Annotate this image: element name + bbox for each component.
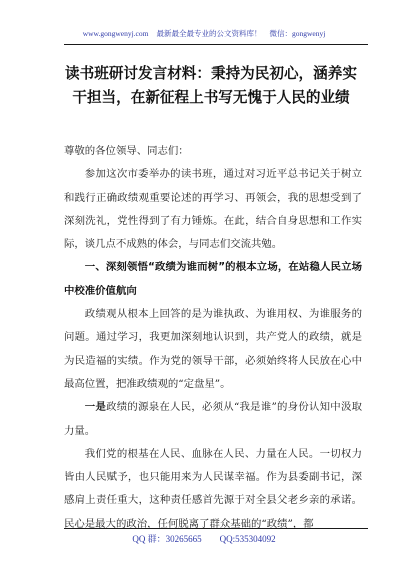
section-heading-1: 一、深刻领悟“政绩为谁而树”的根本立场，在站稳人民立场中校准价值航向 — [64, 261, 362, 297]
footer-divider — [64, 528, 368, 529]
paragraph-3-text: 政绩的源泉在人民，必须从“我是谁”的身份认知中汲取力量。 — [64, 401, 363, 437]
header-divider — [64, 44, 368, 45]
paragraph-3 — [64, 396, 362, 443]
header-site-link[interactable]: www.gongwenyj.com — [82, 29, 149, 38]
document-body — [64, 140, 362, 536]
page-footer — [40, 532, 368, 545]
header-slogan: 最新最全最专业的公文资料库！ — [156, 29, 262, 38]
greeting: 尊敬的各位领导、同志们： — [64, 145, 189, 157]
page-header — [40, 28, 368, 39]
paragraph-4: 我们党的根基在人民、血脉在人民、力量在人民。一切权力皆由人民赋予，也只能用来为人民谋幸福。作为县委副书记，深感肩上责任重大，这种责任感首先源于对全县父老乡亲的承诺。民心是最大的政治，任何脱离了群众基础的“政绩”，都 — [64, 447, 362, 530]
footer-qq: QQ:535304092 — [219, 534, 276, 544]
document-title: 读书班研讨发言材料：秉持为民初心，涵养实干担当，在新征程上书写无愧于人民的业绩 — [65, 65, 357, 106]
footer-qq-group: QQ 群：30265665 — [132, 534, 202, 544]
paragraph-3-lead: 一是 — [84, 401, 107, 414]
paragraph-intro: 参加这次市委举办的读书班，通过对习近平总书记关于树立和践行正确政绩观重要论述的再学习、再领会，我的思想受到了深刻洗礼，党性得到了有力锤炼。在此，结合自身思想和工作实际，谈几点不成熟的体会，与同志们交流共勉。 — [64, 168, 362, 251]
paragraph-2: 政绩观从根本上回答的是为谁执政、为谁用权、为谁服务的问题。通过学习，我更加深刻地认识到，共产党人的政绩，就是为民造福的实绩。作为党的领导干部，必须始终将人民放在心中最高位置，把准政绩观的“定盘星”。 — [64, 308, 362, 390]
header-wechat: 微信：gongwenyj — [269, 29, 326, 38]
